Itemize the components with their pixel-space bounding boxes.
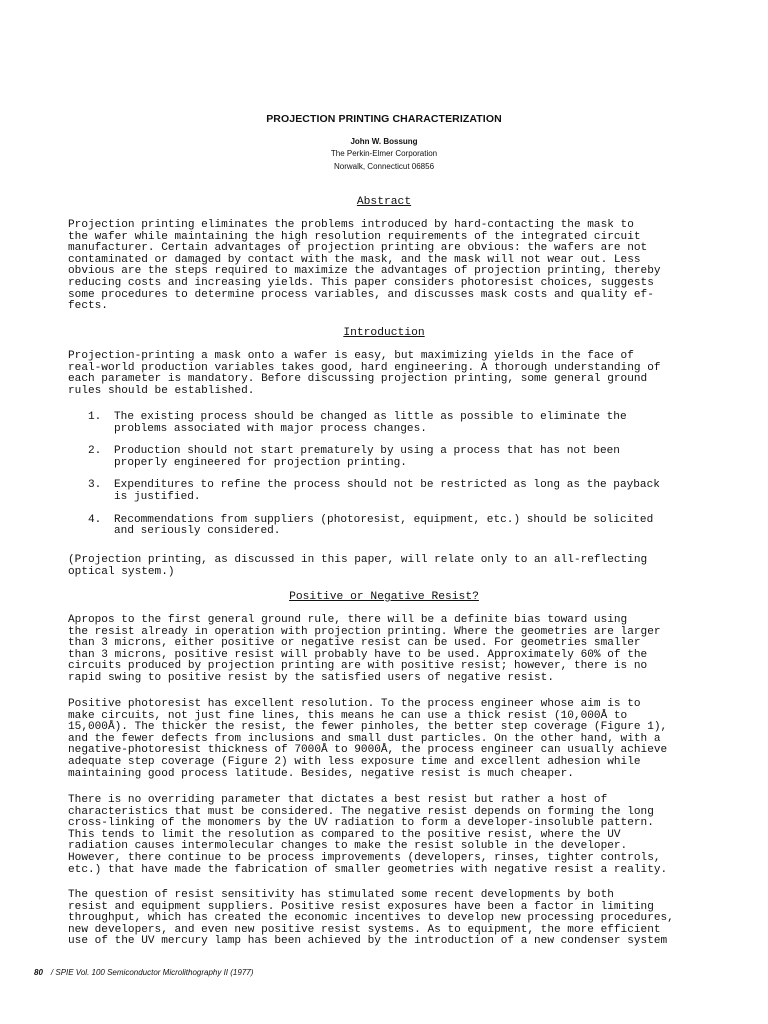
- resist-paragraph-4: The question of resist sensitivity has stimulated some recent developments by both resist and equipment suppliers. Positive resist exposures have been a factor in limiting throughput, which has created the economic incentives to develop new processing procedures, new developers, and even new positive resist systems. As to equipment, the more efficient use of the UV mercury lamp has been achieved by the introduction of a new condenser system: [68, 889, 674, 948]
- list-item-text: The existing process should be changed as little as possible to eliminate the problems associated with major process changes.: [114, 411, 627, 435]
- list-item: [68, 480, 708, 503]
- resist-paragraph-2: Positive photoresist has excellent resolution. To the process engineer whose aim is to make circuits, not just fine lines, this means he can use a thick resist (10,000Å to 15,000Å). The thicker the resist, the fewer pinholes, the better step coverage (Figure 1), and the fewer defects from inclusions and small dust particles. On the other hand, with a negative-photoresist thickness of 7000Å to 9000Å, the process engineer can usually achieve adequate step coverage (Figure 2) with less exposure time and excellent adhesion while maintaining good process latitude. Besides, negative resist is much cheaper.: [68, 698, 668, 780]
- list-item-number: 1.: [88, 411, 102, 423]
- list-item: [68, 515, 708, 538]
- scope-note: (Projection printing, as discussed in this paper, will relate only to an all-reflecting optical system.): [68, 554, 648, 578]
- list-item-text: Recommendations from suppliers (photoresist, equipment, etc.) should be solicited and seriously considered.: [114, 513, 654, 538]
- page-footer: [34, 968, 253, 977]
- list-item-text: Expenditures to refine the process should not be restricted as long as the payback is justified.: [114, 479, 660, 503]
- affiliation-line-2: Norwalk, Connecticut 06856: [333, 162, 435, 171]
- resist-paragraph-1: Apropos to the first general ground rule, there will be a definite bias toward using the resist already in operation with projection printing. Where the geometries are larger than 3 microns, either positive or negative resist can be used. For geometries smaller than 3 microns, positive resist will probably have to be used. Approximately 60% of the circuits produced by projection printing are with positive resist; however, there is no rapid swing to positive resist by the satisfied users of negative resist.: [68, 614, 661, 684]
- ground-rules-list: [68, 412, 708, 549]
- paper-header: [0, 113, 768, 172]
- resist-paragraph-3: There is no overriding parameter that dictates a best resist but rather a host of characteristics that must be considered. The negative resist depends on forming the long cross-linking of the monomers by the UV radiation to form a developer-insoluble pattern. This tends to limit the resolution as compared to the positive resist, where the UV radiation causes intermolecular changes to make the resist soluble in the developer. However, there continue to be process improvements (developers, rinses, tighter controls, etc.) that have made the fabrication of smaller geometries with negative resist a reality.: [68, 794, 668, 876]
- list-item-number: 4.: [88, 513, 102, 526]
- abstract-heading: Abstract: [356, 196, 412, 208]
- introduction-text: Projection-printing a mask onto a wafer is easy, but maximizing yields in the face of real-world production variables takes good, hard engineering. A thorough understanding of each parameter is mandatory. Before discussing projection printing, some general ground rules should be established.: [68, 350, 661, 397]
- list-item-text: Production should not start prematurely by using a process that has not been properly engineered for projection printing.: [114, 445, 620, 469]
- list-item-number: 2.: [88, 445, 102, 458]
- list-item: [68, 446, 708, 469]
- resist-heading: Positive or Negative Resist?: [289, 591, 479, 603]
- paper-title: PROJECTION PRINTING CHARACTERIZATION: [266, 113, 502, 125]
- abstract-text: Projection printing eliminates the problems introduced by hard-contacting the mask to the wafer while maintaining the high resolution requirements of the integrated circuit manufacturer. Certain advantages of projection printing are obvious: the wafers are not contaminated or damaged by contact with the mask, and the mask will not wear out. Less obvious are the steps required to maximize the advantages of projection printing, thereby reducing costs and increasing yields. This paper considers photoresist choices, suggests some procedures to determine process variables, and discusses mask costs and quality ef- fects.: [68, 219, 661, 313]
- author-name: John W. Bossung: [350, 137, 418, 146]
- journal-citation: / SPIE Vol. 100 Semiconductor Microlithography II (1977): [50, 968, 254, 977]
- affiliation-line-1: The Perkin-Elmer Corporation: [330, 149, 438, 158]
- list-item: [68, 412, 708, 435]
- introduction-heading: Introduction: [343, 327, 425, 339]
- list-item-number: 3.: [88, 479, 102, 492]
- page-number: 80: [34, 968, 43, 977]
